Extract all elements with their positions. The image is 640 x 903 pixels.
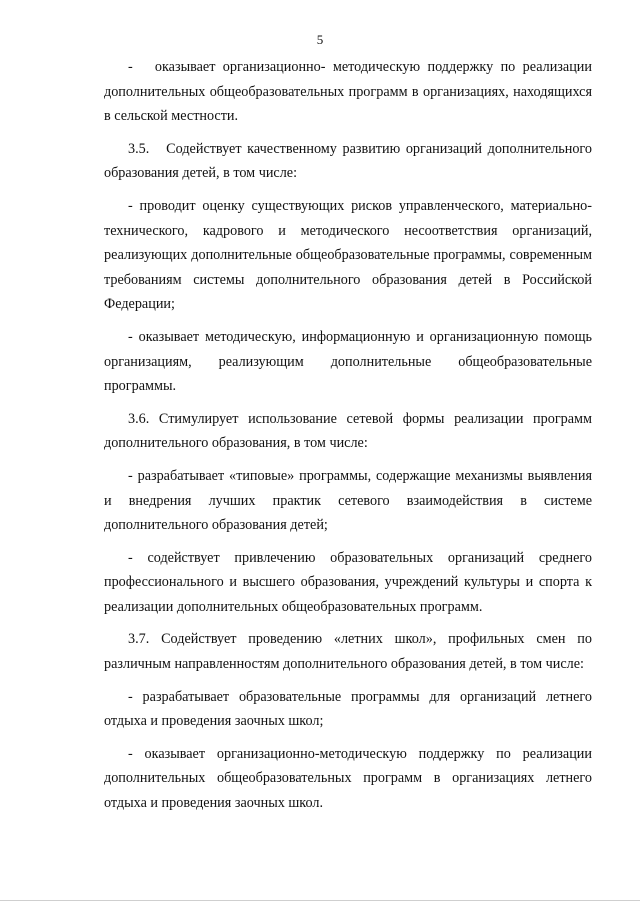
paragraph-summer-support: - оказывает организационно-методическую поддержку по реализации дополнительных общеобразовательных программ в организациях летнего отдыха и проведения заочных школ. xyxy=(104,745,592,812)
paragraph-3-5-heading: 3.5. Содействует качественному развитию организаций дополнительного образования детей, в том числе: xyxy=(104,140,592,182)
paragraph-typical-programs: - разрабатывает «типовые» программы, содержащие механизмы выявления и внедрения лучших практик сетевого взаимодействия в системе дополнительного образования детей; xyxy=(104,467,592,534)
page-number: 5 xyxy=(316,32,324,47)
document-body xyxy=(104,55,592,824)
paragraph-methodical-help: - оказывает методическую, информационную и организационную помощь организациям, реализующим дополнительные общеобразовательные программы. xyxy=(104,328,592,395)
paragraph-engagement: - содействует привлечению образовательных организаций среднего профессионального и высшего образования, учреждений культуры и спорта к реализации дополнительных общеобразовательных программ. xyxy=(104,549,592,615)
paragraph-3-7-heading: 3.7. Содействует проведению «летних школ», профильных смен по различным направленностям дополнительного образования детей, в том числе: xyxy=(104,631,592,673)
paragraph-risk-assessment: - проводит оценку существующих рисков управленческого, материально-технического, кадрового и методического несоответствия организаций, реализующих дополнительные общеобразовательные программы, современным требованиям системы дополнительного образования детей в Российской Федерации; xyxy=(104,197,592,313)
paragraph-3-6-heading: 3.6. Стимулирует использование сетевой формы реализации программ дополнительного образования, в том числе: xyxy=(104,410,592,452)
paragraph-summer-programs: - разрабатывает образовательные программы для организаций летнего отдыха и проведения заочных школ; xyxy=(104,688,592,730)
paragraph-support-rural: - оказывает организационно- методическую поддержку по реализации дополнительных общеобразовательных программ в организациях, находящихся в сельской местности. xyxy=(104,59,592,125)
scan-edge-line xyxy=(0,900,640,901)
